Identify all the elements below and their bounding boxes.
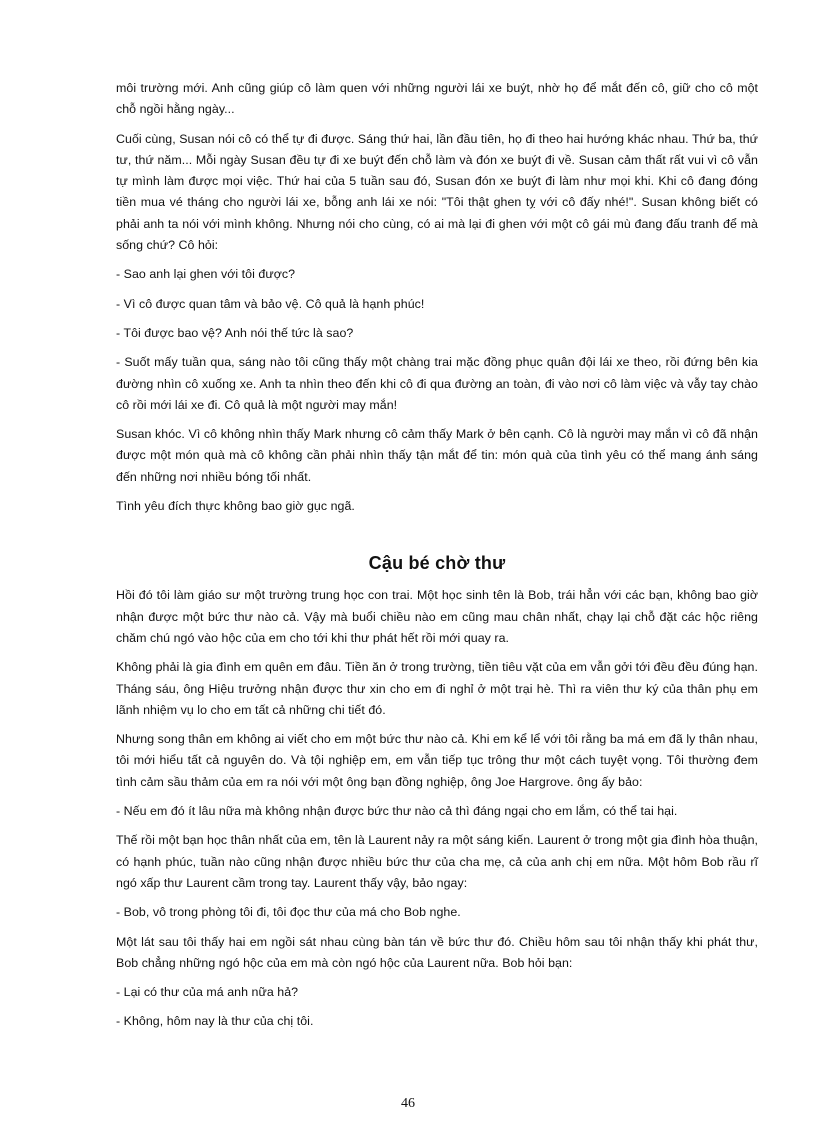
paragraph: Nhưng song thân em không ai viết cho em một bức thư nào cả. Khi em kể lể với tôi rằng ba má em đã ly thân nhau, tôi mới hiểu tất cả nguyên do. Và tội nghiệp em, em vẫn tiếp tục trông thư một cách tuyệt vọng. Tôi thường đem tình cảm sầu thảm của em ra nói với một ông bạn đồng nghiệp, ông Joe Hargrove. ông ấy bảo: bbox=[116, 732, 758, 789]
story-title: Cậu bé chờ thư bbox=[368, 553, 506, 574]
dialogue-line: - Sao anh lại ghen với tôi được? bbox=[116, 267, 296, 282]
paragraph: Susan khóc. Vì cô không nhìn thấy Mark nhưng cô cảm thấy Mark ở bên cạnh. Cô là người may mắn vì cô đã nhận được một món quà mà cô không cần phải nhìn thấy tận mắt để tin: món quà của tình yêu có thể mang ánh sáng đến những nơi nhiều bóng tối nhất. bbox=[116, 427, 758, 484]
dialogue-line: - Lại có thư của má anh nữa hả? bbox=[116, 985, 299, 1000]
paragraph: Hồi đó tôi làm giáo sư một trường trung học con trai. Một học sinh tên là Bob, trái hẳn với các bạn, không bao giờ nhận được một bức thư nào cả. Vậy mà buổi chiều nào em cũng mau chân nhất, chạy lại chỗ đặt các hộc riêng chăm chú ngó vào hộc của em cho tới khi thư phát hết rồi mới quay ra. bbox=[116, 588, 758, 645]
paragraph: Không phải là gia đình em quên em đâu. Tiền ăn ở trong trường, tiền tiêu vặt của em vẫn gởi tới đều đều đúng hạn. Tháng sáu, ông Hiệu trưởng nhận được thư xin cho em đi nghỉ ở một trại hè. Thì ra viên thư ký của thân phụ em lãnh nhiệm vụ lo cho em tất cả những chi tiết đó. bbox=[116, 660, 758, 717]
dialogue-line: - Tôi được bao vệ? Anh nói thế tức là sao? bbox=[116, 325, 354, 340]
page-number: 46 bbox=[401, 1096, 415, 1111]
paragraph: Thế rồi một bạn học thân nhất của em, tên là Laurent nảy ra một sáng kiến. Laurent ở trong một gia đình hòa thuận, có hạnh phúc, tuần nào cũng nhận được nhiều bức thư của cha mẹ, cả của anh chị em nữa. Một hôm Bob rầu rĩ ngó xấp thư Laurent cầm trong tay. Laurent thấy vậy, bảo ngay: bbox=[116, 833, 759, 890]
dialogue-line: - Vì cô được quan tâm và bảo vệ. Cô quả là hạnh phúc! bbox=[116, 296, 425, 311]
paragraph: Tình yêu đích thực không bao giờ gục ngã. bbox=[116, 499, 355, 514]
dialogue-line: - Suốt mấy tuần qua, sáng nào tôi cũng thấy một chàng trai mặc đồng phục quân đội lái xe theo, rồi đứng bên kia đường nhìn cô xuống xe. Anh ta nhìn theo đến khi cô đi qua đường an toàn, đi vào nơi cô làm việc và vẫy tay chào cô rồi mới lái xe đi. Cô quả là một người may mắn! bbox=[116, 355, 758, 412]
dialogue-line: - Nếu em đó ít lâu nữa mà không nhận được bức thư nào cả thì đáng ngại cho em lắm, có thể tai hại. bbox=[116, 804, 678, 819]
paragraph: Một lát sau tôi thấy hai em ngồi sát nhau cùng bàn tán về bức thư đó. Chiều hôm sau tôi nhận thấy khi phát thư, Bob chẳng những ngó hộc của em mà còn ngó hộc của Laurent nữa. Bob hỏi bạn: bbox=[116, 934, 758, 970]
dialogue-line: - Bob, vô trong phòng tôi đi, tôi đọc thư của má cho Bob nghe. bbox=[116, 905, 461, 920]
document-page bbox=[116, 78, 758, 1041]
paragraph: Cuối cùng, Susan nói cô có thể tự đi được. Sáng thứ hai, lần đầu tiên, họ đi theo hai hướng khác nhau. Thứ ba, thứ tư, thứ năm... Mỗi ngày Susan đều tự đi xe buýt đến chỗ làm và đón xe buýt đi về. Susan cảm thất rất vui vì cô vẫn tự mình làm được mọi việc. Thứ hai của 5 tuần sau đó, Susan đón xe buýt đi làm như mọi khi. Khi cô đang đóng tiền mua vé tháng cho người lái xe, bỗng anh lái xe nói: "Tôi thật ghen tỵ với cô đấy nhé!". Susan không biết có phải anh ta nói với mình không. Nhưng nói cho cùng, có ai mà lại đi ghen với một cô gái mù đang đấu tranh để mà sống chứ? Cô hỏi: bbox=[116, 131, 758, 253]
dialogue-line: - Không, hôm nay là thư của chị tôi. bbox=[116, 1014, 314, 1029]
paragraph: môi trường mới. Anh cũng giúp cô làm quen với những người lái xe buýt, nhờ họ để mắt đến cô, giữ cho cô một chỗ ngồi hằng ngày... bbox=[116, 81, 758, 117]
